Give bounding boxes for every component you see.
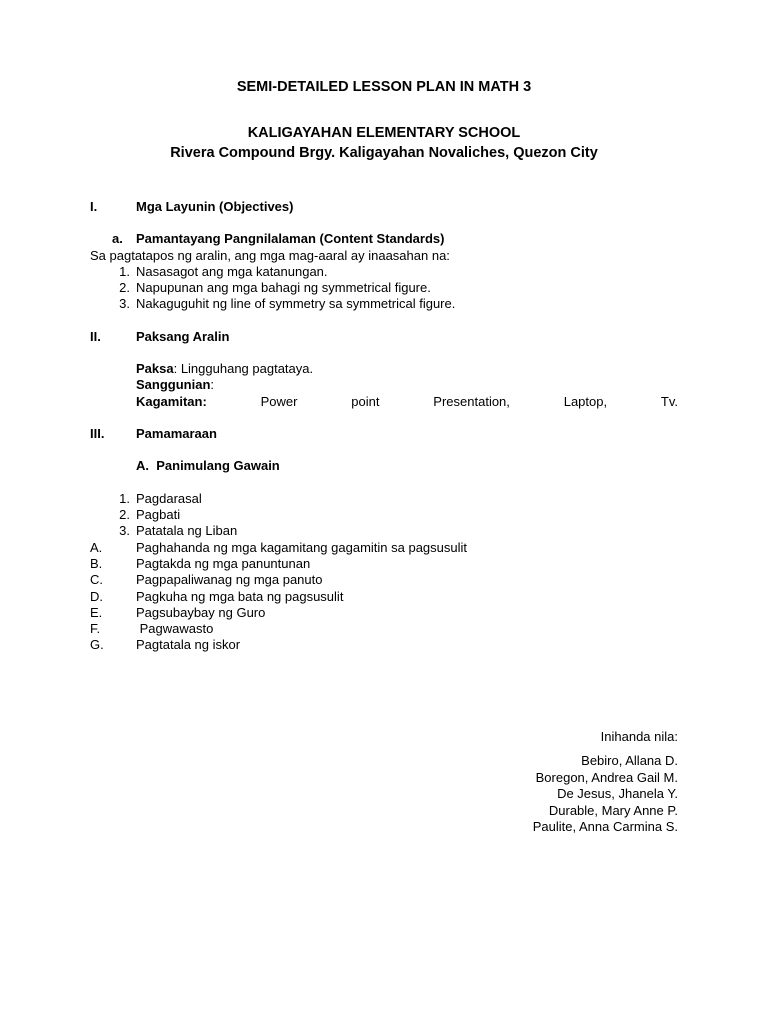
kagamitan-word: Power: [260, 394, 298, 409]
list-item-letter: C.: [90, 572, 103, 587]
list-item: Napupunan ang mga bahagi ng symmetrical figure.: [136, 280, 431, 295]
section-1-numeral: I.: [90, 199, 98, 214]
school-address: Rivera Compound Brgy. Kaligayahan Novaliches, Quezon City: [170, 145, 598, 161]
list-item: Pagpapaliwanag ng mga panuto: [136, 572, 323, 587]
list-item: Pagbati: [136, 507, 181, 522]
section-1-intro: Sa pagtatapos ng aralin, ang mga mag-aaral ay inaasahan na:: [90, 248, 450, 263]
list-item-letter: B.: [90, 556, 103, 571]
list-item: Nakaguguhit ng line of symmetry sa symmetrical figure.: [136, 296, 456, 311]
sanggunian-line: [136, 377, 214, 393]
kagamitan-line: [136, 394, 678, 410]
list-item-number: 3.: [119, 523, 130, 538]
paksa-label: Paksa: [136, 361, 174, 376]
kagamitan-label: Kagamitan:: [136, 394, 207, 409]
list-item: Pagwawasto: [136, 621, 214, 636]
section-1-sub-marker: a.: [112, 231, 123, 246]
kagamitan-word: Presentation,: [433, 394, 510, 409]
author-name: De Jesus, Jhanela Y.: [557, 786, 678, 801]
list-item: Patatala ng Liban: [136, 523, 238, 538]
list-item-letter: D.: [90, 589, 103, 604]
school-name: KALIGAYAHAN ELEMENTARY SCHOOL: [247, 125, 521, 141]
list-item-number: 2.: [119, 280, 130, 295]
kagamitan-word: Tv.: [660, 394, 678, 409]
list-item-letter: A.: [90, 540, 103, 555]
list-item-number: 1.: [119, 491, 130, 506]
section-1-heading: Mga Layunin (Objectives): [136, 199, 294, 214]
list-item-letter: E.: [90, 605, 103, 620]
list-item-number: 1.: [119, 264, 130, 279]
list-item: Pagtatala ng iskor: [136, 637, 241, 652]
list-item: Paghahanda ng mga kagamitang gagamitin sa pagsusulit: [136, 540, 468, 555]
sanggunian-label: Sanggunian: [136, 377, 211, 392]
list-item: Pagkuha ng mga bata ng pagsusulit: [136, 589, 344, 604]
section-2-numeral: II.: [90, 329, 101, 344]
paksa-line: [136, 361, 313, 377]
author-name: Paulite, Anna Carmina S.: [532, 819, 678, 834]
list-item: Pagdarasal: [136, 491, 202, 506]
list-item: Nasasagot ang mga katanungan.: [136, 264, 328, 279]
section-1-sub-heading: Pamantayang Pangnilalaman (Content Standards): [136, 231, 445, 246]
paksa-value: : Lingguhang pagtataya.: [173, 361, 314, 376]
list-item-letter: G.: [90, 637, 104, 652]
author-name: Durable, Mary Anne P.: [548, 803, 678, 818]
list-item-letter: F.: [90, 621, 101, 636]
kagamitan-word: point: [351, 394, 380, 409]
author-name: Boregon, Andrea Gail M.: [535, 770, 678, 785]
section-3-numeral: III.: [90, 426, 105, 441]
section-3-heading: Pamamaraan: [136, 426, 217, 441]
section-3-sub-heading: A. Panimulang Gawain: [136, 458, 280, 473]
prepared-by-label: Inihanda nila:: [600, 729, 678, 744]
document-title: SEMI-DETAILED LESSON PLAN IN MATH 3: [236, 79, 532, 95]
list-item: Pagtakda ng mga panuntunan: [136, 556, 311, 571]
list-item-number: 2.: [119, 507, 130, 522]
kagamitan-word: Laptop,: [563, 394, 608, 409]
list-item-number: 3.: [119, 296, 130, 311]
section-2-heading: Paksang Aralin: [136, 329, 230, 344]
sanggunian-colon: :: [210, 377, 215, 392]
author-name: Bebiro, Allana D.: [581, 753, 678, 768]
list-item: Pagsubaybay ng Guro: [136, 605, 266, 620]
